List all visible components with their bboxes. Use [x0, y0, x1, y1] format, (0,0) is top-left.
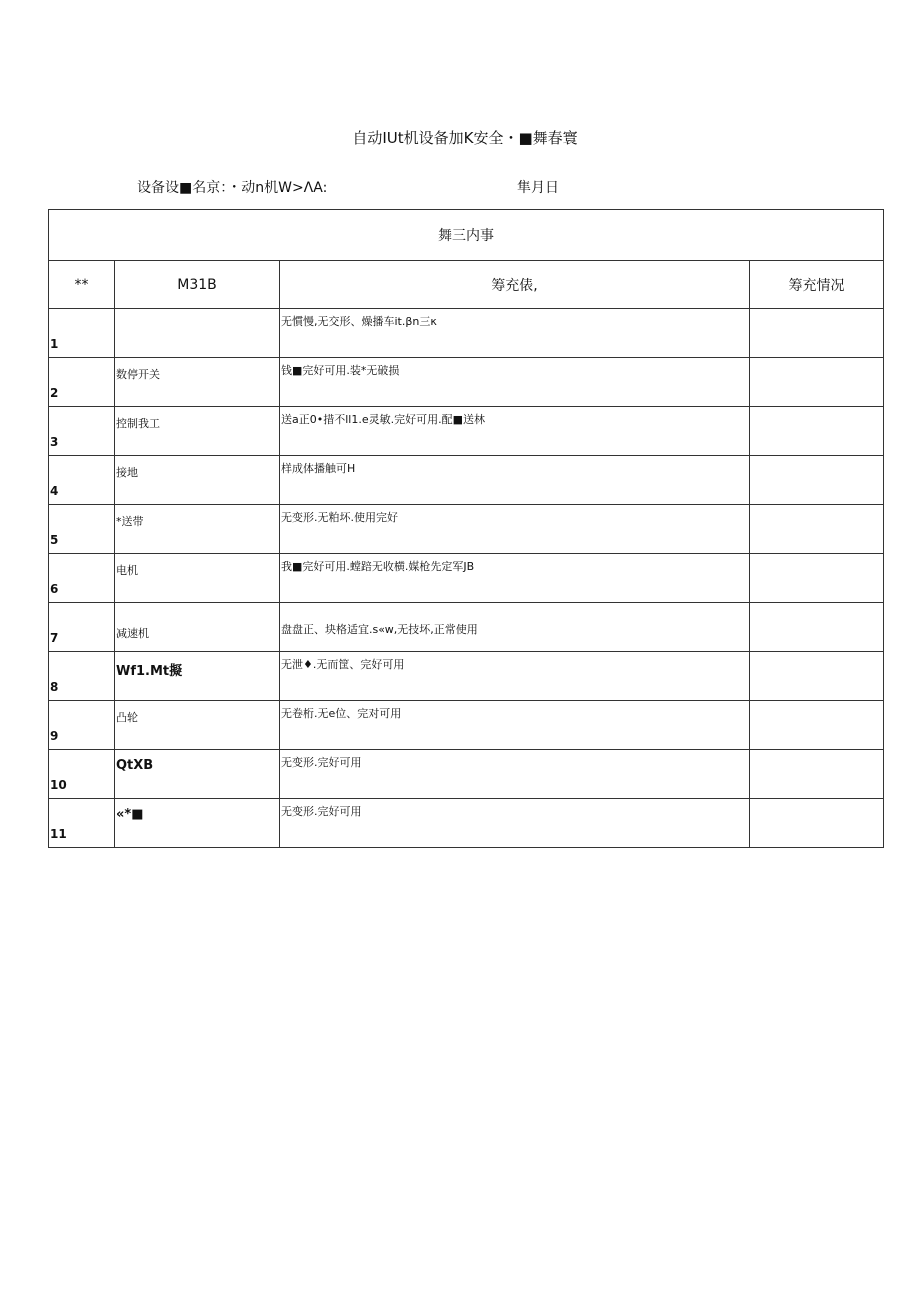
- section-title-row: [49, 210, 884, 261]
- row-status[interactable]: [750, 554, 884, 603]
- table-row: [49, 407, 884, 456]
- row-number: 7: [49, 603, 115, 652]
- inspection-table: [48, 209, 884, 848]
- row-standard: 无变形.完好可用: [280, 799, 750, 848]
- row-number: 4: [49, 456, 115, 505]
- row-item: 控制我工: [115, 407, 280, 456]
- row-number: 1: [49, 309, 115, 358]
- row-standard: 无慣慢,无交形、燥播车it.βn三κ: [280, 309, 750, 358]
- section-title: 舞三内事: [49, 210, 884, 261]
- table-row: [49, 456, 884, 505]
- row-standard: 送a正0•措不ll1.e灵敏.完好可用.配■送林: [280, 407, 750, 456]
- row-number: 2: [49, 358, 115, 407]
- row-status[interactable]: [750, 750, 884, 799]
- table-row: [49, 652, 884, 701]
- document-title: 自动IUt机设备加K安全・■舞春寰: [352, 129, 578, 147]
- header-no: **: [49, 261, 115, 309]
- row-standard: 盘盘正、块格适宜.s«w,无技坏,正常使用: [280, 603, 750, 652]
- row-number: 10: [49, 750, 115, 799]
- row-number: 11: [49, 799, 115, 848]
- row-status[interactable]: [750, 799, 884, 848]
- row-status[interactable]: [750, 309, 884, 358]
- header-item: M31B: [115, 261, 280, 309]
- row-item: 数停开关: [115, 358, 280, 407]
- row-number: 8: [49, 652, 115, 701]
- row-status[interactable]: [750, 701, 884, 750]
- row-item: 接地: [115, 456, 280, 505]
- row-item: *送带: [115, 505, 280, 554]
- table-row: [49, 554, 884, 603]
- row-status[interactable]: [750, 456, 884, 505]
- row-status[interactable]: [750, 407, 884, 456]
- date-label: 隼月日: [517, 180, 559, 196]
- row-number: 3: [49, 407, 115, 456]
- header-standard: 筹充俵,: [280, 261, 750, 309]
- row-status[interactable]: [750, 652, 884, 701]
- row-item: 电机: [115, 554, 280, 603]
- device-name-label: 设备设■名京：・动n机W>ΛA:: [137, 180, 328, 196]
- row-status[interactable]: [750, 603, 884, 652]
- table-row: [49, 799, 884, 848]
- table-row: [49, 603, 884, 652]
- table-row: [49, 701, 884, 750]
- table-row: [49, 750, 884, 799]
- table-row: [49, 309, 884, 358]
- row-item: [115, 309, 280, 358]
- row-status[interactable]: [750, 358, 884, 407]
- row-item: «*■: [115, 799, 280, 848]
- row-standard: 钱■完好可用.装*无破损: [280, 358, 750, 407]
- header-row: [49, 261, 884, 309]
- row-item: QtXB: [115, 750, 280, 799]
- row-item: Wf1.Mt擬: [115, 652, 280, 701]
- row-standard: 无卷桁.无e位、完对可用: [280, 701, 750, 750]
- row-standard: 无泄♦.无而筐、完好可用: [280, 652, 750, 701]
- row-standard: 无变形.无粕坏.使用完好: [280, 505, 750, 554]
- row-status[interactable]: [750, 505, 884, 554]
- table-row: [49, 358, 884, 407]
- row-number: 6: [49, 554, 115, 603]
- row-standard: 无变形.完好可用: [280, 750, 750, 799]
- row-number: 9: [49, 701, 115, 750]
- row-item: 减速机: [115, 603, 280, 652]
- row-standard: 样成体播触可H: [280, 456, 750, 505]
- row-number: 5: [49, 505, 115, 554]
- table-row: [49, 505, 884, 554]
- row-standard: 我■完好可用.螳踣无收横.媒枪先定军JB: [280, 554, 750, 603]
- header-status: 筹充情况: [750, 261, 884, 309]
- row-item: 凸轮: [115, 701, 280, 750]
